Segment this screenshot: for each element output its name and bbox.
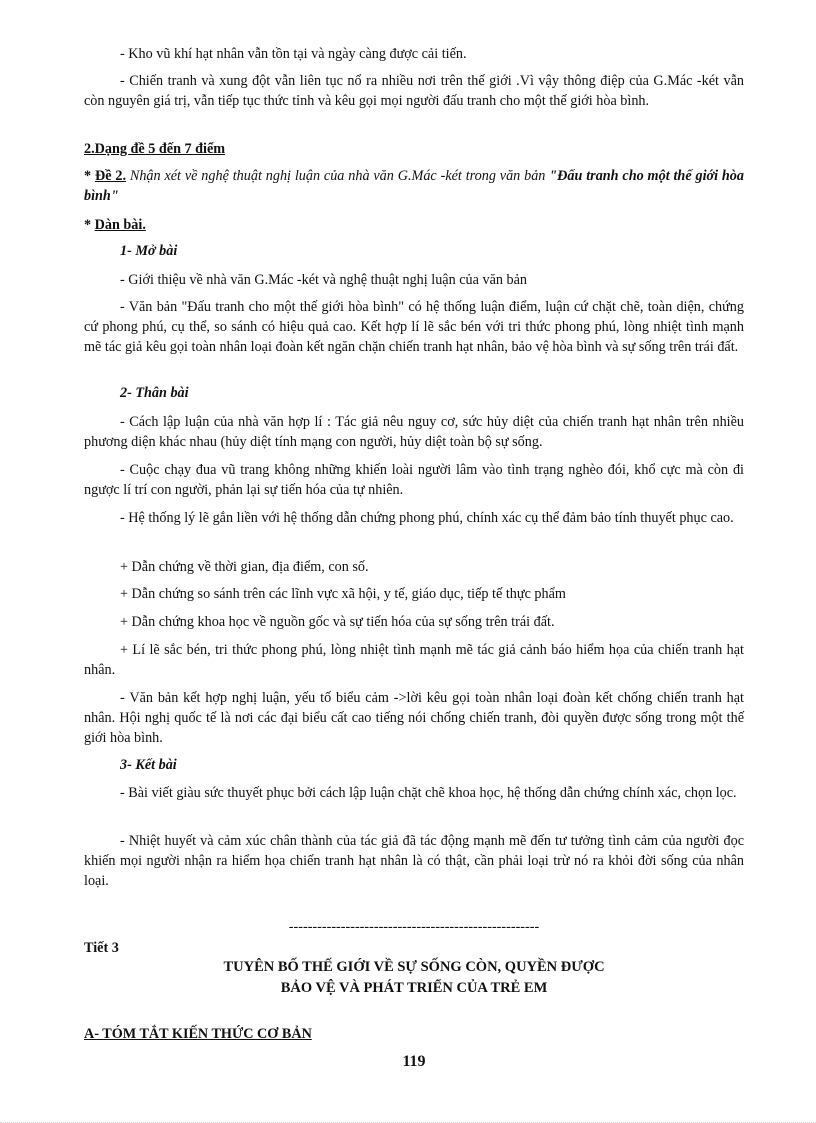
section-heading: 2.Dạng đề 5 đến 7 điểm [84,141,226,157]
paragraph: - Hệ thống lý lẽ gắn liền với hệ thống dẫn chứng phong phú, chính xác cụ thể đảm bảo tính thuyết phục cao. [120,510,734,526]
paragraph: - Bài viết giàu sức thuyết phục bởi cách lập luận chặt chẽ khoa học, hệ thống dẫn chứng chính xác, chọn lọc. [120,785,737,801]
paragraph: - Cuộc chạy đua vũ trang không những khiến loài người lâm vào tình trạng nghèo đói, khổ cực mà còn đi ngược lí trí con người, phản lại sự tiến hóa của tự nhiên. [84,462,744,498]
star-mark: * [84,217,95,233]
outline-label: Dàn bài. [94,217,146,233]
paragraph: - Nhiệt huyết và cảm xúc chân thành của tác giả đã tác động mạnh mẽ đến tư tưởng tình cảm của người đọc khiến mọi người nhận ra hiểm họa chiến tranh hạt nhân là có thật, cần phải loại trừ nó ra khỏi đời sống của nhân loại. [84,833,744,889]
exercise-title: "Đấu tranh cho một thế giới hòa bình" [84,168,744,204]
paragraph: - Cách lập luận của nhà văn hợp lí : Tác giả nêu nguy cơ, sức hủy diệt của chiến tranh hạt nhân trên nhiều phương diện khác nhau (hủy diệt tính mạng con người, hủy diệt toàn bộ sự sống. [84,414,744,450]
exercise-label: Đề 2. [94,168,126,184]
subheading-than-bai: 2- Thân bài [120,385,189,401]
lesson-title-line-1: TUYÊN BỐ THẾ GIỚI VỀ SỰ SỐNG CÒN, QUYỀN ĐƯỢC [223,959,605,975]
paragraph: - Giới thiệu về nhà văn G.Mác -két và nghệ thuật nghị luận của văn bản [120,272,527,288]
paragraph: - Chiến tranh và xung đột vẫn liên tục nổ ra nhiều nơi trên thế giới .Vì vậy thông điệp của G.Mác -két vẫn còn nguyên giá trị, vẫn tiếp tục thức tỉnh và kêu gọi mọi người đấu tranh cho một thế giới hòa bình. [84,73,744,109]
page-number: 119 [402,1053,426,1070]
lesson-title-line-2: BẢO VỆ VÀ PHÁT TRIỂN CỦA TRẺ EM [280,980,548,996]
separator-line: ----------------------------------------------------- [288,919,540,935]
list-item: + Dẫn chứng về thời gian, địa điểm, con số. [120,559,369,575]
outline-heading [84,215,744,235]
paragraph: - Văn bản "Đấu tranh cho một thế giới hòa bình" có hệ thống luận điểm, luận cứ chặt chẽ, toàn diện, chứng cứ phong phú, cụ thể, so sánh có hiệu quả cao. Kết hợp lí lẽ sắc bén với tri thức phong phú, lòng nhiệt tình mạnh mẽ tác giả kêu gọi toàn nhân loại đoàn kết ngăn chặn chiến tranh hạt nhân, bảo vệ hòa bình và sự sống trên trái đất. [84,299,744,355]
exercise-text: Nhận xét về nghệ thuật nghị luận của nhà văn G.Mác -két trong văn bản [126,168,550,184]
subheading-ket-bai: 3- Kết bài [120,757,177,773]
star-mark: * [84,168,95,184]
list-item: + Dẫn chứng so sánh trên các lĩnh vực xã hội, y tế, giáo dục, tiếp tế thực phẩm [120,586,566,602]
list-item: + Lí lẽ sắc bén, tri thức phong phú, lòng nhiệt tình mạnh mẽ tác giả cảnh báo hiểm họa của chiến tranh hạt nhân. [84,642,744,678]
paragraph: - Văn bản kết hợp nghị luận, yếu tố biểu cảm ->lời kêu gọi toàn nhân loại đoàn kết chống chiến tranh hạt nhân. Hội nghị quốc tế là nơi các đại biểu cất cao tiếng nói chống chiến tranh, đòi quyền được sống trong một thế giới hòa bình. [84,690,744,746]
list-item: + Dẫn chứng khoa học về nguồn gốc và sự tiến hóa của sự sống trên trái đất. [120,614,555,630]
section-a-heading: A- TÓM TẮT KIẾN THỨC CƠ BẢN [84,1026,312,1042]
lesson-number: Tiết 3 [84,940,119,956]
subheading-mo-bai: 1- Mở bài [120,243,178,259]
paragraph: - Kho vũ khí hạt nhân vẫn tồn tại và ngày càng được cải tiến. [120,46,467,62]
exercise-prompt [84,166,744,206]
